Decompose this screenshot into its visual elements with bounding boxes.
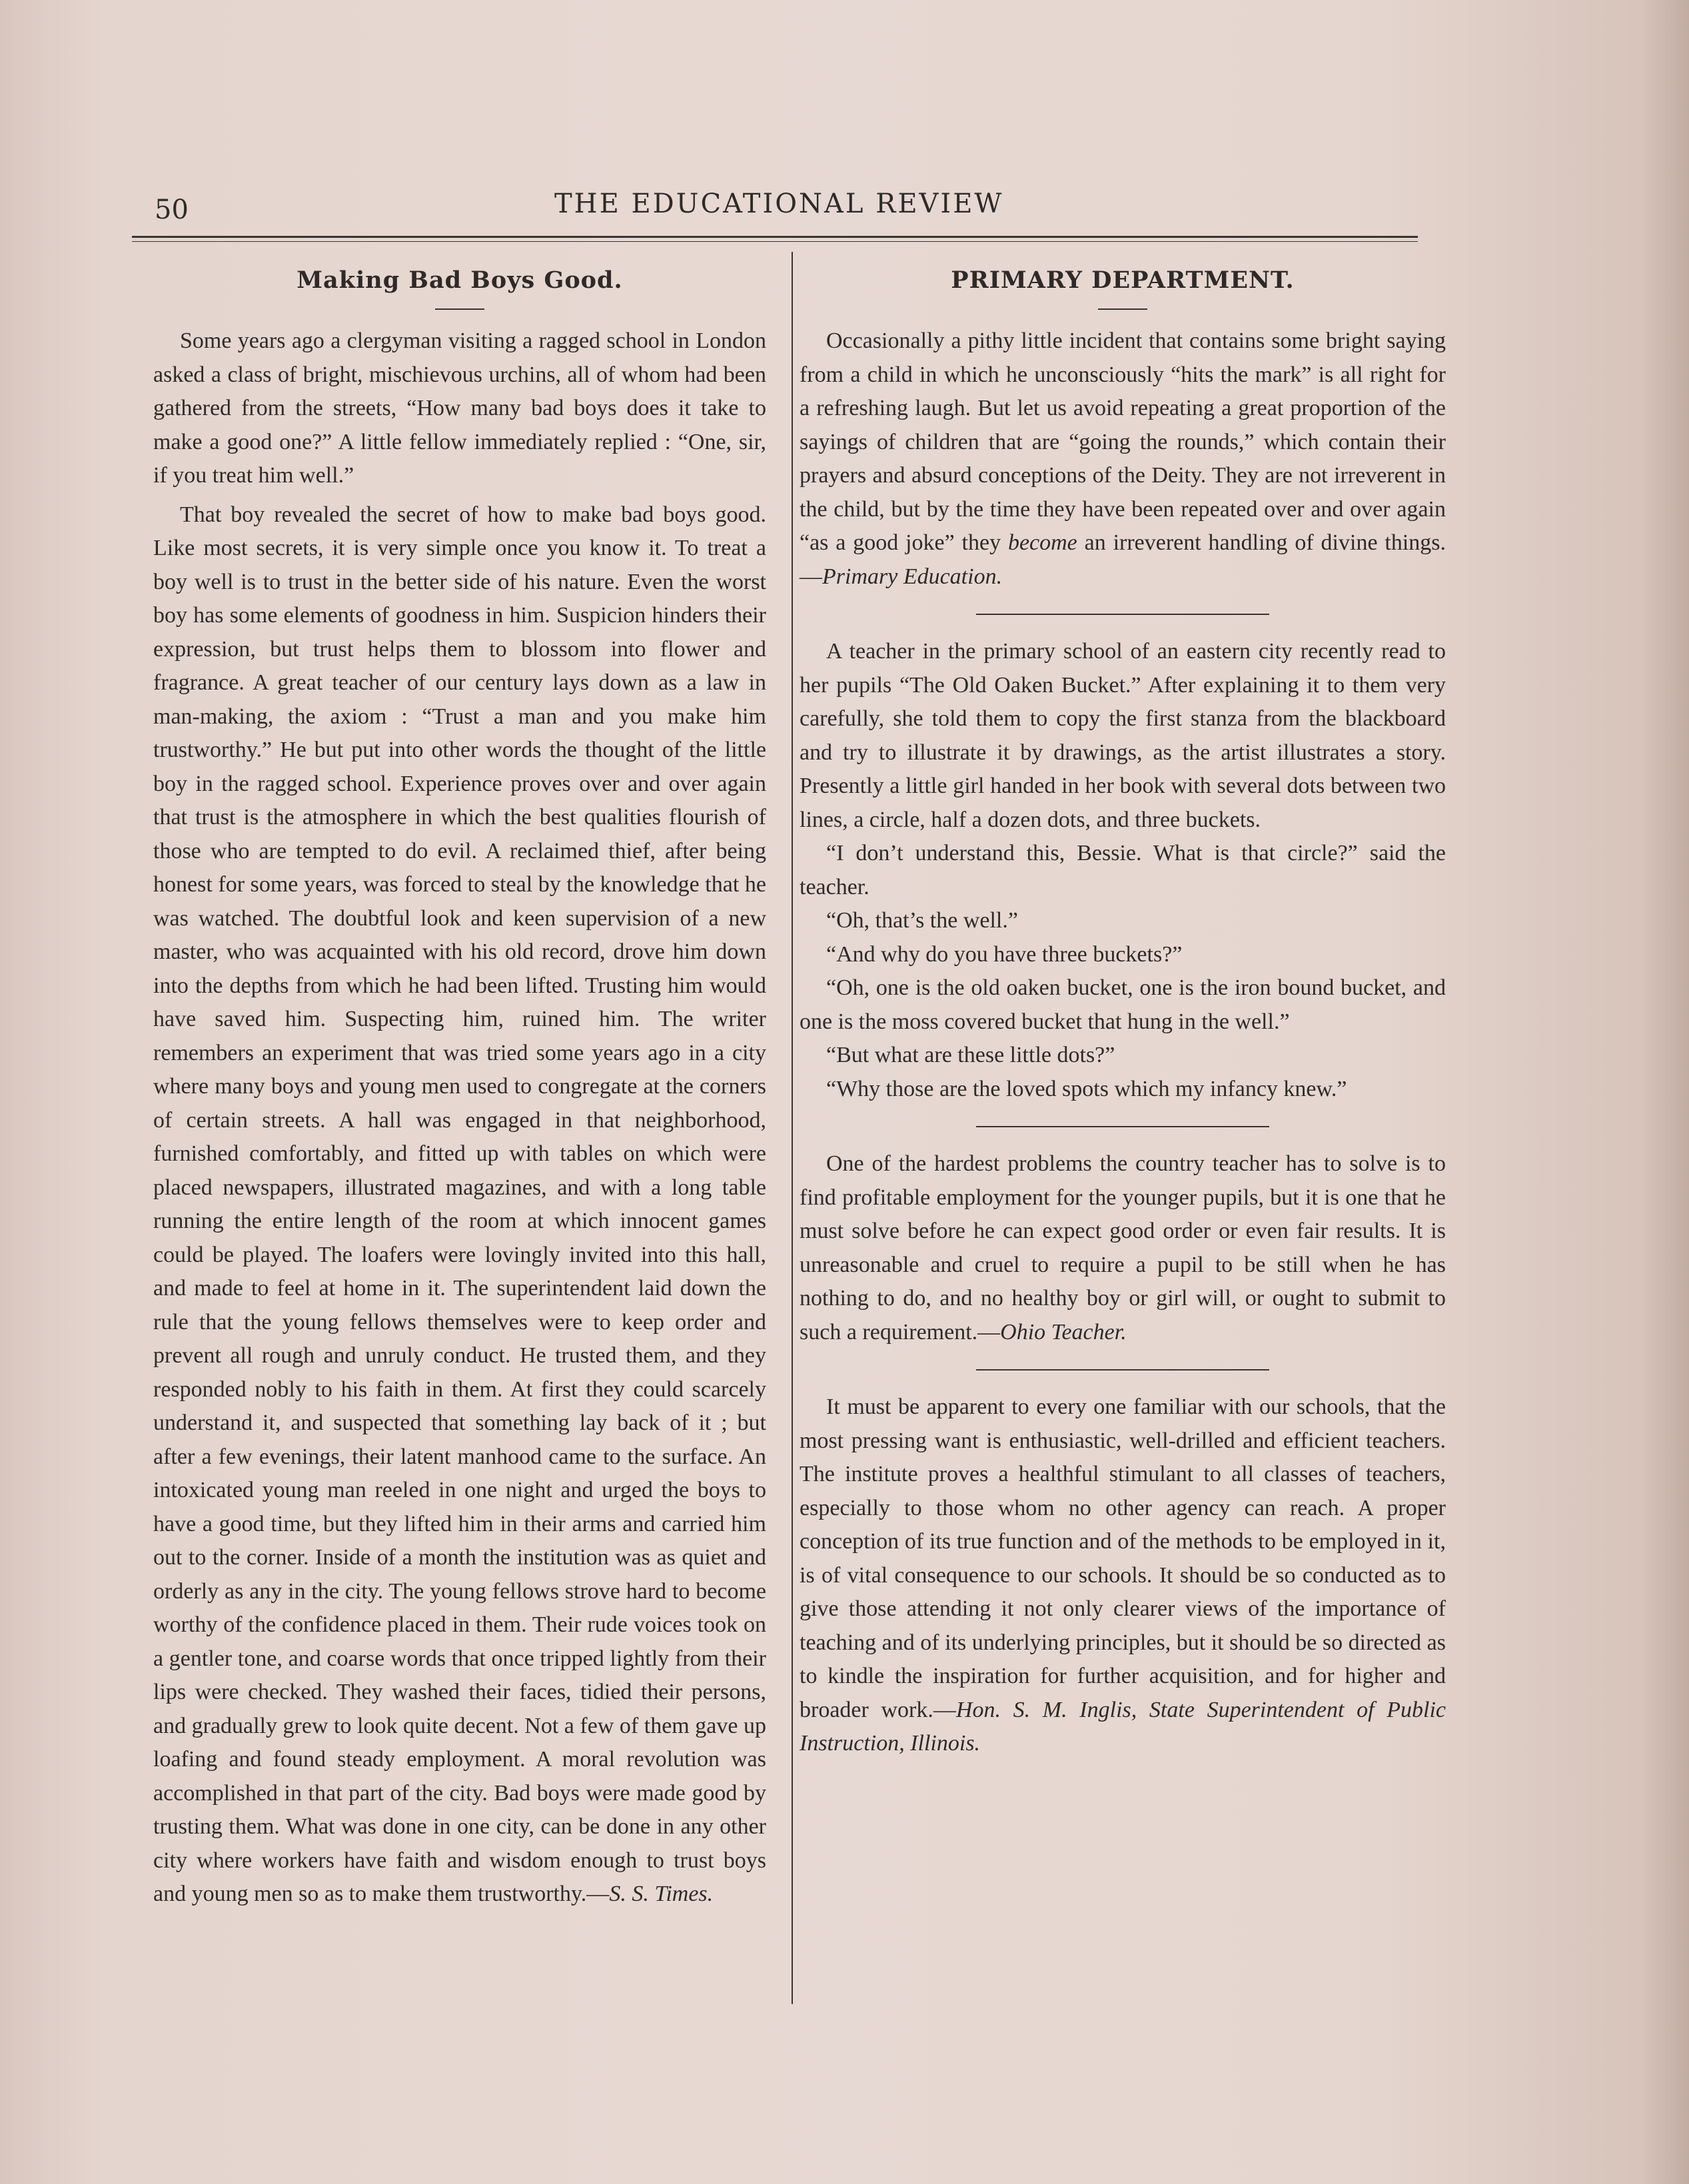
article-institute: [800, 1390, 1446, 1761]
paragraph: A teacher in the primary school of an eastern city recently read to her pupils “The Old Oaken Bucket.” After explaining it to them very carefully, she told them to copy the first stanza from the blackboard and try to illustrate it by drawings, as the artist illustrates a story. Presently a little girl handed in her book with several dots between two lines, a circle, half a dozen dots, and three buckets.: [800, 639, 1446, 832]
paragraph: [153, 498, 766, 1911]
section-title-primary-department: PRIMARY DEPARTMENT.: [951, 267, 1295, 294]
header-rule: [132, 236, 1418, 238]
journal-title: THE EDUCATIONAL REVIEW: [554, 189, 1004, 219]
emphasis-word: become: [1007, 530, 1077, 555]
paragraph: “Why those are the loved spots which my infancy knew.”: [826, 1076, 1347, 1101]
title-rule: [435, 308, 484, 310]
source-citation: S. S. Times.: [609, 1882, 714, 1906]
paragraph: “But what are these little dots?”: [826, 1043, 1115, 1067]
right-column: [800, 261, 1446, 1761]
column-separator: [792, 252, 793, 2004]
source-citation: Ohio Teacher.: [1000, 1319, 1127, 1345]
title-rule: [1098, 308, 1147, 310]
source-citation: Primary Education.: [822, 564, 1003, 589]
paragraph: “Oh, that’s the well.”: [826, 908, 1018, 933]
paragraph: “I don’t understand this, Bessie. What is that circle?” said the teacher.: [800, 841, 1446, 899]
paragraph: “And why do you have three buckets?”: [826, 941, 1183, 967]
article-title-bad-boys: Making Bad Boys Good.: [296, 267, 623, 294]
paragraph-text: That boy revealed the secret of how to make bad boys good. Like most secrets, it is very simple once you know it. To treat a boy well is to trust in the better side of his nature. Even the worst boy has some elements of goodness in him. Suspicion hinders their expression, but trust helps them to blossom into flower and fragrance. A great teacher of our century lays down as a law in man-making, the axiom : “Trust a man and you make him trustworthy.” He but put into other words the thought of the little boy in the ragged school. Experience proves over and over again that trust is the atmosphere in which the best qualities flourish of those who are tempted to do evil. A reclaimed thief, after being honest for some years, was forced to steal by the knowledge that he was watched. The doubtful look and keen supervision of a new master, who was acquainted with his old record, drove him down into the depths from which he had been lifted. Trusting him would have saved him. Suspecting him, ruined him. The writer remembers an experiment that was tried some years ago in a city where many boys and young men used to congregate at the corners of certain streets. A hall was engaged in that neighborhood, furnished comfortably, and fitted up with tables on which were placed newspapers, illustrated magazines, and with a long table running the entire length of the room at which innocent games could be played. The loafers were lovingly invited into this hall, and made to feel at home in it. The superintendent laid down the rule that the young fellows themselves were to keep order and prevent all rough and unruly conduct. He trusted them, and they responded nobly to his faith in them. At first they could scarcely understand it, and suspected that something lay back of it ; but after a few evenings, their latent manhood came to the surface. An intoxicated young man reeled in one night and urged the boys to have a good time, but they lifted him in their arms and carried him out to the corner. Inside of a month the institution was as quiet and orderly as any in the city. The young fellows strove hard to become worthy of the confidence placed in them. Their rude voices took on a gentler tone, and coarse words that once tripped lightly from their lips were checked. They washed their faces, tidied their persons, and gradually grew to look quite decent. Not a few of them gave up loafing and found steady employment. A moral revolution was accomplished in that part of the city. Bad boys were made good by trusting them. What was done in one city, can be done in any other city where workers have faith and wisdom enough to trust boys and young men so as to make them trustworthy.—: [153, 502, 766, 1906]
header-rule-thin: [132, 241, 1418, 242]
paragraph: Some years ago a clergyman visiting a ragged school in London asked a class of bright, mischievous urchins, all of whom had been gathered from the streets, “How many bad boys does it take to make a good one?” A little fellow immediately replied : “One, sir, if you treat him well.”: [153, 328, 766, 488]
paragraph-text: It must be apparent to every one familiar with our schools, that the most pressing want is enthusiastic, well-drilled and efficient teachers. The institute proves a healthful stimulant to all classes of teachers, especially to those whom no other agency can reach. A proper conception of its true function and of the methods to be employed in it, is of vital consequence to our schools. It should be so conducted as to give those attending it not only clearer views of the importance of teaching and of its underlying principles, but it should be so directed as to kindle the inspiration for further acquisition, and for higher and broader work.—: [800, 1394, 1446, 1722]
article-divider: [976, 1126, 1269, 1127]
paragraph-text: One of the hardest problems the country teacher has to solve is to find profitable employment for the younger pupils, but it is one that he must solve before he can expect good order or even fair results. It is unreasonable and cruel to require a pupil to be still when he has nothing to do, and no healthy boy or girl will, or ought to submit to such a requirement.—: [800, 1151, 1446, 1345]
article-divider: [976, 614, 1269, 615]
article-primary-education: [800, 324, 1446, 594]
article-divider: [976, 1369, 1269, 1370]
page-number: 50: [155, 195, 189, 225]
article-ohio-teacher: [800, 1147, 1446, 1349]
paragraph-text: an irreverent handling of divine things.—: [800, 530, 1446, 589]
left-column: [153, 261, 766, 1911]
paragraph: “Oh, one is the old oaken bucket, one is the iron bound bucket, and one is the moss covered bucket that hung in the well.”: [800, 975, 1446, 1034]
paragraph-text: Occasionally a pithy little incident that contains some bright saying from a child in which he unconsciously “hits the mark” is all right for a refreshing laugh. But let us avoid repeating a great proportion of the sayings of children that are “going the rounds,” which contain their prayers and absurd conceptions of the Deity. They are not irreverent in the child, but by the time they have been repeated over and over again “as a good joke” they: [800, 328, 1446, 555]
source-citation: Hon. S. M. Inglis, State Superintendent of Public Instruction, Illinois.: [800, 1697, 1446, 1756]
